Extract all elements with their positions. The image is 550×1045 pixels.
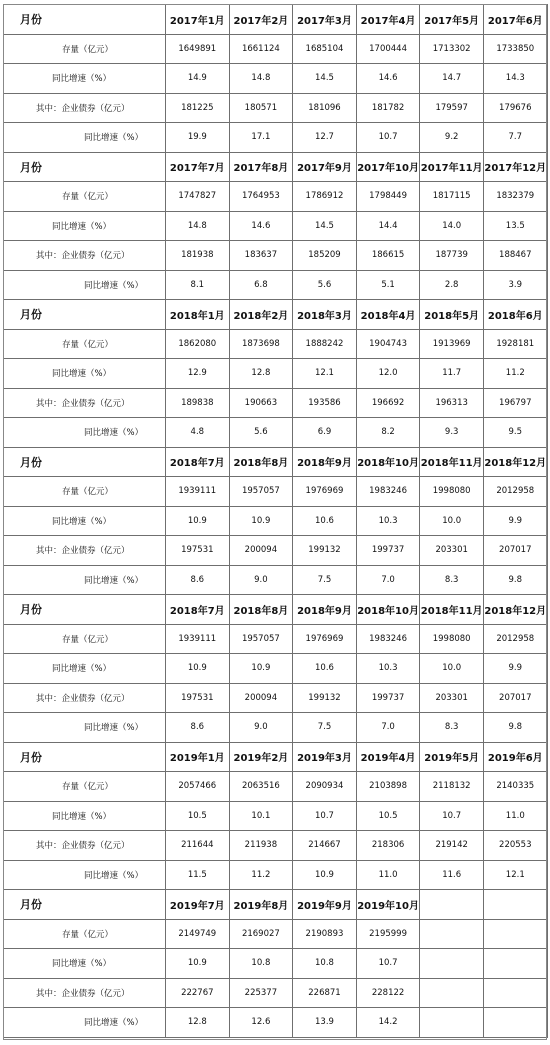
value-cell: 10.6 <box>293 506 357 536</box>
value-cell: 14.9 <box>166 64 230 94</box>
month-header-cell: 2018年6月 <box>483 300 547 330</box>
value-cell: 186615 <box>356 241 420 271</box>
month-header-cell: 2019年3月 <box>293 742 357 772</box>
corp-yoy-row <box>4 713 548 743</box>
value-cell: 211938 <box>229 831 293 861</box>
value-cell: 200094 <box>229 683 293 713</box>
corp-yoy-row <box>4 1008 548 1038</box>
stock-row <box>4 182 548 212</box>
value-cell: 10.7 <box>293 801 357 831</box>
value-cell: 10.8 <box>293 949 357 979</box>
value-cell: 11.0 <box>483 801 547 831</box>
value-cell: 7.0 <box>356 565 420 595</box>
row-label: 存量（亿元） <box>4 772 166 802</box>
value-cell: 1733850 <box>483 34 547 64</box>
value-cell: 10.3 <box>356 506 420 536</box>
value-cell: 1888242 <box>293 329 357 359</box>
value-cell: 10.0 <box>420 654 484 684</box>
value-cell: 183637 <box>229 241 293 271</box>
month-header-cell: 2017年1月 <box>166 5 230 35</box>
value-cell: 228122 <box>356 978 420 1008</box>
row-label: 其中：企业债券（亿元） <box>4 241 166 271</box>
month-header-cell: 2017年12月 <box>483 152 547 182</box>
row-label: 同比增速（%） <box>4 123 166 153</box>
month-label: 月份 <box>4 742 166 772</box>
value-cell: 9.2 <box>420 123 484 153</box>
row-label: 其中：企业债券（亿元） <box>4 388 166 418</box>
stock-yoy-row <box>4 359 548 389</box>
value-cell: 2057466 <box>166 772 230 802</box>
value-cell: 3.9 <box>483 270 547 300</box>
value-cell: 10.9 <box>166 654 230 684</box>
value-cell: 13.5 <box>483 211 547 241</box>
stock-row <box>4 919 548 949</box>
value-cell: 1764953 <box>229 182 293 212</box>
month-header-cell: 2017年3月 <box>293 5 357 35</box>
value-cell: 6.8 <box>229 270 293 300</box>
month-header-cell: 2017年2月 <box>229 5 293 35</box>
month-header-cell: 2018年2月 <box>229 300 293 330</box>
value-cell: 196797 <box>483 388 547 418</box>
value-cell: 181096 <box>293 93 357 123</box>
corp-bonds-row <box>4 536 548 566</box>
month-header-cell: 2018年7月 <box>166 595 230 625</box>
value-cell <box>420 978 484 1008</box>
row-label: 同比增速（%） <box>4 949 166 979</box>
value-cell: 10.9 <box>166 506 230 536</box>
value-cell <box>483 919 547 949</box>
month-header-cell: 2018年11月 <box>420 447 484 477</box>
month-header-cell: 2017年7月 <box>166 152 230 182</box>
corp-bonds-row <box>4 388 548 418</box>
month-header-row <box>4 152 548 182</box>
month-header-cell <box>483 890 547 920</box>
value-cell: 196313 <box>420 388 484 418</box>
value-cell: 1817115 <box>420 182 484 212</box>
corp-bonds-row <box>4 241 548 271</box>
stock-yoy-row <box>4 654 548 684</box>
value-cell: 214667 <box>293 831 357 861</box>
row-label: 其中：企业债券（亿元） <box>4 93 166 123</box>
corp-yoy-row <box>4 270 548 300</box>
value-cell: 5.1 <box>356 270 420 300</box>
month-header-row <box>4 742 548 772</box>
month-header-cell: 2019年5月 <box>420 742 484 772</box>
month-header-cell: 2018年12月 <box>483 447 547 477</box>
value-cell: 199132 <box>293 683 357 713</box>
value-cell: 200094 <box>229 536 293 566</box>
row-label: 同比增速（%） <box>4 654 166 684</box>
value-cell <box>483 1008 547 1038</box>
month-header-row <box>4 447 548 477</box>
value-cell: 2090934 <box>293 772 357 802</box>
value-cell: 1957057 <box>229 624 293 654</box>
value-cell: 189838 <box>166 388 230 418</box>
value-cell: 10.9 <box>229 654 293 684</box>
value-cell: 5.6 <box>293 270 357 300</box>
value-cell: 1976969 <box>293 624 357 654</box>
value-cell: 9.3 <box>420 418 484 448</box>
stock-row <box>4 772 548 802</box>
month-header-cell: 2019年2月 <box>229 742 293 772</box>
value-cell <box>483 978 547 1008</box>
value-cell: 14.6 <box>356 64 420 94</box>
month-header-cell: 2017年6月 <box>483 5 547 35</box>
value-cell: 181225 <box>166 93 230 123</box>
month-label: 月份 <box>4 300 166 330</box>
value-cell: 2118132 <box>420 772 484 802</box>
value-cell: 222767 <box>166 978 230 1008</box>
value-cell: 179597 <box>420 93 484 123</box>
value-cell: 14.0 <box>420 211 484 241</box>
month-header-cell: 2017年5月 <box>420 5 484 35</box>
value-cell: 1685104 <box>293 34 357 64</box>
corp-yoy-row <box>4 860 548 890</box>
value-cell: 12.6 <box>229 1008 293 1038</box>
value-cell: 12.9 <box>166 359 230 389</box>
value-cell: 10.5 <box>356 801 420 831</box>
value-cell: 11.2 <box>483 359 547 389</box>
corp-bonds-row <box>4 93 548 123</box>
bond-statistics-document <box>3 4 547 1040</box>
value-cell: 2012958 <box>483 624 547 654</box>
month-header-cell: 2018年7月 <box>166 447 230 477</box>
month-header-cell: 2019年1月 <box>166 742 230 772</box>
row-label: 同比增速（%） <box>4 64 166 94</box>
value-cell: 9.0 <box>229 713 293 743</box>
value-cell: 9.5 <box>483 418 547 448</box>
row-label: 其中：企业债券（亿元） <box>4 683 166 713</box>
value-cell: 1649891 <box>166 34 230 64</box>
value-cell: 203301 <box>420 683 484 713</box>
bond-statistics-table <box>3 4 548 1038</box>
row-label: 同比增速（%） <box>4 565 166 595</box>
value-cell: 181938 <box>166 241 230 271</box>
value-cell: 7.0 <box>356 713 420 743</box>
value-cell: 197531 <box>166 536 230 566</box>
row-label: 其中：企业债券（亿元） <box>4 536 166 566</box>
value-cell: 14.4 <box>356 211 420 241</box>
value-cell: 8.3 <box>420 565 484 595</box>
value-cell: 12.8 <box>166 1008 230 1038</box>
value-cell: 14.3 <box>483 64 547 94</box>
value-cell: 11.5 <box>166 860 230 890</box>
month-header-row <box>4 5 548 35</box>
month-header-cell: 2019年4月 <box>356 742 420 772</box>
corp-yoy-row <box>4 565 548 595</box>
value-cell: 1913969 <box>420 329 484 359</box>
value-cell: 14.8 <box>166 211 230 241</box>
value-cell: 10.7 <box>420 801 484 831</box>
value-cell: 196692 <box>356 388 420 418</box>
value-cell: 1998080 <box>420 477 484 507</box>
value-cell: 2.8 <box>420 270 484 300</box>
value-cell: 1939111 <box>166 477 230 507</box>
month-label: 月份 <box>4 152 166 182</box>
value-cell: 5.6 <box>229 418 293 448</box>
value-cell: 10.7 <box>356 949 420 979</box>
month-header-cell: 2018年10月 <box>356 595 420 625</box>
value-cell: 10.8 <box>229 949 293 979</box>
value-cell: 207017 <box>483 683 547 713</box>
month-header-cell: 2017年10月 <box>356 152 420 182</box>
row-label: 其中：企业债券（亿元） <box>4 978 166 1008</box>
value-cell <box>483 949 547 979</box>
value-cell: 188467 <box>483 241 547 271</box>
value-cell: 1957057 <box>229 477 293 507</box>
value-cell: 11.7 <box>420 359 484 389</box>
stock-yoy-row <box>4 949 548 979</box>
value-cell: 218306 <box>356 831 420 861</box>
value-cell: 180571 <box>229 93 293 123</box>
row-label: 同比增速（%） <box>4 211 166 241</box>
corp-yoy-row <box>4 418 548 448</box>
corp-yoy-row <box>4 123 548 153</box>
row-label: 同比增速（%） <box>4 1008 166 1038</box>
value-cell: 10.9 <box>166 949 230 979</box>
row-label: 存量（亿元） <box>4 624 166 654</box>
value-cell: 6.9 <box>293 418 357 448</box>
value-cell: 7.7 <box>483 123 547 153</box>
value-cell: 11.6 <box>420 860 484 890</box>
value-cell: 7.5 <box>293 713 357 743</box>
value-cell: 1939111 <box>166 624 230 654</box>
value-cell: 17.1 <box>229 123 293 153</box>
value-cell: 10.3 <box>356 654 420 684</box>
value-cell: 19.9 <box>166 123 230 153</box>
value-cell: 14.8 <box>229 64 293 94</box>
row-label: 同比增速（%） <box>4 270 166 300</box>
value-cell: 14.2 <box>356 1008 420 1038</box>
value-cell: 203301 <box>420 536 484 566</box>
stock-row <box>4 624 548 654</box>
row-label: 同比增速（%） <box>4 359 166 389</box>
value-cell: 2140335 <box>483 772 547 802</box>
value-cell: 14.6 <box>229 211 293 241</box>
month-header-cell: 2017年11月 <box>420 152 484 182</box>
value-cell: 1747827 <box>166 182 230 212</box>
month-header-cell <box>420 890 484 920</box>
value-cell: 10.7 <box>356 123 420 153</box>
month-label: 月份 <box>4 5 166 35</box>
value-cell: 1661124 <box>229 34 293 64</box>
value-cell: 7.5 <box>293 565 357 595</box>
value-cell: 12.1 <box>483 860 547 890</box>
stock-row <box>4 34 548 64</box>
month-header-row <box>4 595 548 625</box>
row-label: 存量（亿元） <box>4 182 166 212</box>
month-header-cell: 2018年1月 <box>166 300 230 330</box>
row-label: 其中：企业债券（亿元） <box>4 831 166 861</box>
value-cell: 2190893 <box>293 919 357 949</box>
row-label: 存量（亿元） <box>4 34 166 64</box>
month-header-cell: 2018年9月 <box>293 447 357 477</box>
value-cell: 12.0 <box>356 359 420 389</box>
value-cell: 1798449 <box>356 182 420 212</box>
row-label: 存量（亿元） <box>4 329 166 359</box>
value-cell: 10.5 <box>166 801 230 831</box>
value-cell: 1998080 <box>420 624 484 654</box>
value-cell: 1976969 <box>293 477 357 507</box>
value-cell: 1713302 <box>420 34 484 64</box>
value-cell: 1983246 <box>356 624 420 654</box>
value-cell: 10.0 <box>420 506 484 536</box>
month-header-cell: 2017年8月 <box>229 152 293 182</box>
value-cell: 1862080 <box>166 329 230 359</box>
row-label: 同比增速（%） <box>4 506 166 536</box>
month-header-cell: 2018年12月 <box>483 595 547 625</box>
value-cell: 179676 <box>483 93 547 123</box>
value-cell: 10.1 <box>229 801 293 831</box>
value-cell <box>420 949 484 979</box>
corp-bonds-row <box>4 831 548 861</box>
value-cell: 10.6 <box>293 654 357 684</box>
value-cell: 8.3 <box>420 713 484 743</box>
value-cell: 11.2 <box>229 860 293 890</box>
value-cell: 1904743 <box>356 329 420 359</box>
month-header-cell: 2017年9月 <box>293 152 357 182</box>
value-cell: 12.7 <box>293 123 357 153</box>
stock-yoy-row <box>4 211 548 241</box>
value-cell: 199737 <box>356 536 420 566</box>
value-cell: 2195999 <box>356 919 420 949</box>
month-header-cell: 2018年3月 <box>293 300 357 330</box>
value-cell: 225377 <box>229 978 293 1008</box>
month-header-cell: 2018年8月 <box>229 595 293 625</box>
value-cell: 12.8 <box>229 359 293 389</box>
value-cell: 185209 <box>293 241 357 271</box>
month-header-cell: 2019年7月 <box>166 890 230 920</box>
month-header-cell: 2018年5月 <box>420 300 484 330</box>
month-header-cell: 2017年4月 <box>356 5 420 35</box>
value-cell: 199737 <box>356 683 420 713</box>
value-cell: 1873698 <box>229 329 293 359</box>
value-cell: 4.8 <box>166 418 230 448</box>
value-cell: 219142 <box>420 831 484 861</box>
row-label: 同比增速（%） <box>4 801 166 831</box>
value-cell: 2012958 <box>483 477 547 507</box>
value-cell: 193586 <box>293 388 357 418</box>
month-header-cell: 2018年4月 <box>356 300 420 330</box>
month-header-cell: 2019年9月 <box>293 890 357 920</box>
value-cell: 13.9 <box>293 1008 357 1038</box>
month-header-cell: 2019年10月 <box>356 890 420 920</box>
stock-row <box>4 477 548 507</box>
stock-yoy-row <box>4 64 548 94</box>
value-cell: 1700444 <box>356 34 420 64</box>
value-cell: 211644 <box>166 831 230 861</box>
value-cell: 8.1 <box>166 270 230 300</box>
value-cell: 8.6 <box>166 565 230 595</box>
value-cell <box>420 919 484 949</box>
value-cell <box>420 1008 484 1038</box>
value-cell: 207017 <box>483 536 547 566</box>
value-cell: 14.7 <box>420 64 484 94</box>
month-header-cell: 2018年9月 <box>293 595 357 625</box>
month-header-cell: 2018年10月 <box>356 447 420 477</box>
corp-bonds-row <box>4 683 548 713</box>
value-cell: 8.2 <box>356 418 420 448</box>
month-label: 月份 <box>4 447 166 477</box>
stock-yoy-row <box>4 801 548 831</box>
value-cell: 9.9 <box>483 506 547 536</box>
value-cell: 1832379 <box>483 182 547 212</box>
row-label: 存量（亿元） <box>4 919 166 949</box>
stock-row <box>4 329 548 359</box>
month-header-row <box>4 300 548 330</box>
value-cell: 14.5 <box>293 211 357 241</box>
value-cell: 190663 <box>229 388 293 418</box>
value-cell: 12.1 <box>293 359 357 389</box>
month-header-cell: 2018年8月 <box>229 447 293 477</box>
row-label: 同比增速（%） <box>4 713 166 743</box>
corp-bonds-row <box>4 978 548 1008</box>
month-header-cell: 2019年6月 <box>483 742 547 772</box>
month-header-cell: 2018年11月 <box>420 595 484 625</box>
value-cell: 1786912 <box>293 182 357 212</box>
value-cell: 1983246 <box>356 477 420 507</box>
value-cell: 226871 <box>293 978 357 1008</box>
value-cell: 199132 <box>293 536 357 566</box>
value-cell: 1928181 <box>483 329 547 359</box>
value-cell: 10.9 <box>293 860 357 890</box>
value-cell: 9.0 <box>229 565 293 595</box>
value-cell: 197531 <box>166 683 230 713</box>
value-cell: 10.9 <box>229 506 293 536</box>
month-label: 月份 <box>4 890 166 920</box>
value-cell: 2169027 <box>229 919 293 949</box>
value-cell: 181782 <box>356 93 420 123</box>
value-cell: 9.9 <box>483 654 547 684</box>
value-cell: 9.8 <box>483 713 547 743</box>
value-cell: 9.8 <box>483 565 547 595</box>
month-label: 月份 <box>4 595 166 625</box>
month-header-row <box>4 890 548 920</box>
value-cell: 2103898 <box>356 772 420 802</box>
value-cell: 8.6 <box>166 713 230 743</box>
value-cell: 187739 <box>420 241 484 271</box>
row-label: 同比增速（%） <box>4 418 166 448</box>
row-label: 同比增速（%） <box>4 860 166 890</box>
value-cell: 2149749 <box>166 919 230 949</box>
row-label: 存量（亿元） <box>4 477 166 507</box>
stock-yoy-row <box>4 506 548 536</box>
value-cell: 11.0 <box>356 860 420 890</box>
value-cell: 2063516 <box>229 772 293 802</box>
value-cell: 14.5 <box>293 64 357 94</box>
value-cell: 220553 <box>483 831 547 861</box>
month-header-cell: 2019年8月 <box>229 890 293 920</box>
